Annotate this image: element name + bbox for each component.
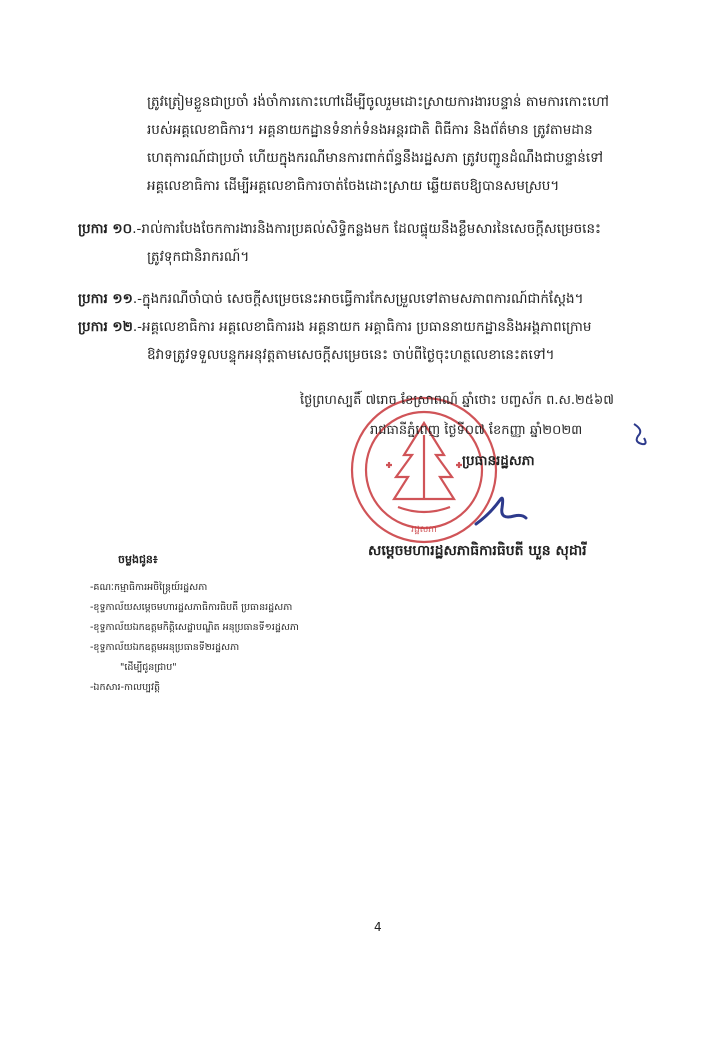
handwritten-signature <box>470 490 530 530</box>
cc-item: -ឯកសារ-កាលប្បវត្តិ <box>90 682 160 693</box>
handwritten-initial <box>630 420 654 450</box>
cc-item-note: "ដើម្បីជូនជ្រាប" <box>120 662 177 673</box>
paragraph-line: របស់អគ្គលេខាធិការ។ អគ្គនាយកដ្ឋានទំនាក់ទំនងអន្តរជាតិ ពិធីការ និងព័ត៌មាន ត្រូវតាមដាន <box>147 122 593 138</box>
article-12-label: ប្រការ ១២ <box>78 319 133 335</box>
cc-list <box>90 578 299 698</box>
article-10-cont: ត្រូវទុកជានិរាករណ៍។ <box>147 249 250 265</box>
cc-title: ចម្លងជូន៖ <box>118 553 158 566</box>
article-10-text: .-រាល់ការបែងចែកការងារនិងការប្រគល់សិទ្ធិកន្លងមក ដែលផ្ទុយនឹងខ្លឹមសារនៃសេចក្ដីសម្រេចនេះ <box>132 221 601 237</box>
article-10 <box>78 215 601 243</box>
signature-title: ប្រធានរដ្ឋសភា <box>462 453 535 469</box>
cc-item: -គណៈកម្មាធិការអចិន្ត្រៃយ៍រដ្ឋសភា <box>90 582 208 593</box>
date-lunar: ថ្ងៃព្រហស្បតិ៍ ៧រោច ខែស្រាពណ៍ ឆ្នាំថោះ បញ្ចស័ក ព.ស.២៥៦៧ <box>300 393 614 408</box>
seal-text: រដ្ឋសភា <box>411 525 437 535</box>
article-12-cont: ឱវាទត្រូវទទួលបន្ទុកអនុវត្តតាមសេចក្ដីសម្រេចនេះ ចាប់ពីថ្ងៃចុះហត្ថលេខានេះតទៅ។ <box>147 347 555 363</box>
article-11 <box>78 285 584 313</box>
paragraph-line: ហេតុការណ៍ជាប្រចាំ ហើយក្នុងករណីមានការពាក់ព័ន្ធនឹងរដ្ឋសភា ត្រូវបញ្ជូនដំណឹងជាបន្ទាន់ទៅ <box>147 150 603 166</box>
article-12-text: .-អគ្គលេខាធិការ អគ្គលេខាធិការរង អគ្គនាយក អគ្គាធិការ ប្រធាននាយកដ្ឋាននិងអង្គភាពក្រោម <box>132 319 592 335</box>
signer-name: សម្ដេចមហារដ្ឋសភាធិការធិបតី ឃួន សុដារី <box>368 543 587 559</box>
cc-item: -ខុទ្ទកាល័យសម្ដេចមហារដ្ឋសភាធិការធិបតី ប្រធានរដ្ឋសភា <box>90 602 293 613</box>
paragraph-line: អគ្គលេខាធិការ ដើម្បីអគ្គលេខាធិការចាត់ចែងដោះស្រាយ ឆ្លើយតបឱ្យបានសមស្រប។ <box>147 178 560 194</box>
cc-item: -ខុទ្ទកាល័យឯកឧត្តមអនុប្រធានទី២រដ្ឋសភា <box>90 642 240 653</box>
page-number: 4 <box>374 920 382 934</box>
date-solar: រាជធានីភ្នំពេញ ថ្ងៃទី០៧ ខែកញ្ញា ឆ្នាំ២០២៣ <box>370 423 583 438</box>
article-10-label: ប្រការ ១០ <box>78 221 133 237</box>
article-11-label: ប្រការ ១១ <box>78 291 133 307</box>
paragraph-continuation <box>147 88 609 200</box>
article-11-text: .-ក្នុងករណីចាំបាច់ សេចក្ដីសម្រេចនេះអាចធ្វើការកែសម្រួលទៅតាមសភាពការណ៍ជាក់ស្ដែង។ <box>132 291 584 307</box>
article-12 <box>78 313 591 341</box>
cc-item: -ខុទ្ទកាល័យឯកឧត្តមកិត្តិសេដ្ឋាបណ្ឌិត អនុប្រធានទី១រដ្ឋសភា <box>90 622 299 633</box>
paragraph-line: ត្រូវត្រៀមខ្លួនជាប្រចាំ រង់ចាំការកោះហៅដើម្បីចូលរួមដោះស្រាយការងារបន្ទាន់ តាមការកោះហៅ <box>147 94 609 110</box>
